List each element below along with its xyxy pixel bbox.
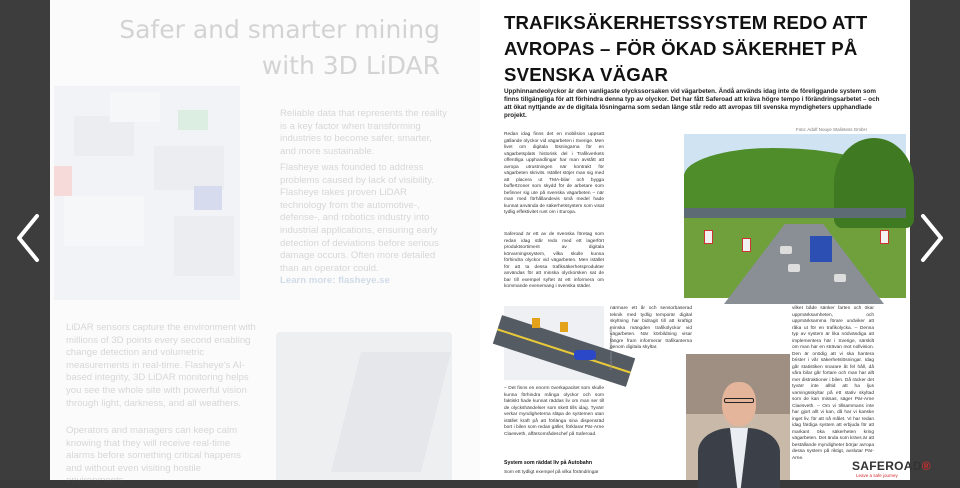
left-page-title: Safer and smarter mining with 3D LiDAR [119, 15, 440, 80]
photo-credit: Foto: Adolf Nouye Stalintess GmbH [796, 127, 867, 132]
article-lead: Upphinnandeolyckor är den vanligaste olyckssorsaken vid vägarbeten. Ändå används idag inte de föreliggande system som finns tillgängliga för att förhindra denna typ av olyckor. Det har fått Saferoad att kräva högre tempo i förändringsarbetet – och att ökat nyttjande av de digitala lösningarna som sedan länge står redo att avropas till svenska myndigheters upphandlade projekt. [504, 88, 880, 119]
saferoad-logo [852, 459, 931, 473]
right-page[interactable] [480, 0, 931, 480]
mining-illustration [54, 86, 240, 300]
portrait-photo [686, 354, 790, 480]
left-paragraph-4: Operators and managers can keep calm knowing that they will receive real-time alarms before something critical happens and without even visiting hostile environments. [66, 425, 241, 487]
learn-more-link[interactable]: Learn more: flasheye.se [280, 275, 390, 286]
logo-tagline: Leave a safe journey [856, 473, 898, 478]
next-page-button[interactable] [910, 200, 954, 276]
chevron-right-icon [917, 212, 947, 264]
lidar-photo [276, 332, 452, 480]
roadwork-illustration [504, 306, 604, 380]
left-paragraph-1: Reliable data that represents the reality is a key factor when transforming industries to become safer, smarter, and more sustainable. [280, 108, 447, 157]
highway-photo [684, 134, 906, 298]
magazine-spread [50, 0, 931, 487]
article-subheading: System som räddat liv på Autobahn [504, 460, 593, 466]
chevron-left-icon [13, 212, 43, 264]
article-column-2: närmare ett år och sensorbaserad teknik med tydlig temporär digital skyltning har bidragit till att kraftigt minska mängden trafikolyckor vid vägarbeten. När körbildning visar längre fram informerar trafikanterna genom digitala skyltar. [610, 306, 692, 350]
left-page[interactable] [50, 0, 480, 487]
illustration-credit: Illustration: Saferoad AB [608, 327, 613, 370]
logo-mark: ® [921, 459, 931, 473]
article-column-1b: Saferoad är ett av de svenska företag som redan idag står redo med ett lagerfört produktsortiment av digitala körvarningssystem, vilka skulle kunna förhindra olyckor vid vägarbeten. Men istället för att ta dessa trafiksäkerhetsprodukter användas för att minska olyckorsken sat de bar till exempel syftet ät ett informera om kommande evenemang i svenska städer. [504, 232, 604, 289]
previous-page-button[interactable] [6, 200, 50, 276]
article-column-3: vilket både sänker farten och ökar uppmärksamheten, och uppmärksamma förare undviker att råka ut för en trafikolycka. – Denna typ av system är lika nödvändiga att implementera här i Sverige, särskilt om man har en strävan mot nollvision. Den är onödig att vi ska hantera brister i vår säkerhetslösningar. Idag går statistiken snarare åt fel håll, då våra bilar går fortare och man har allt mer distraktioner i bilen. Då räcker det tyvärr inte alltid att ha ljus varningsskyltar på ett stativ skyltad som de kan missas, säger Pär-Arne Claesveth. – Om vi tillsammans inte har gjort allt vi kan, då har vi kanske inget liv, för att nå målet. Vi har redan idag färdiga system att erbjuda för att markant öka säkerheten kring vägarbeten. Det ända som krävs är att beställande myndigheter börjar avropa dessa system på riktigt, avslutar Pär-Arne. [792, 306, 874, 461]
left-paragraph-3: LiDAR sensors capture the environment with millions of 3D points every second enabling change detection and volumetric measurements in real-time. Flasheye's AI-based integrity, 3D LiDAR monitoring helps you see the whole site with powerful vision through light, darkness, and all weathers. [66, 322, 256, 409]
article-column-1c: – Det finns en enorm överkapacitet som skulle kunna förhindra många olyckor och som faktiskt hade kunnat räddas liv om man ser till de olyckshändelser som skett tills idag. Tyvärr verkar myndigheterna släpa de systemen utan istället kraft på att förlänga sina dispensräd bort i bilen som redan gäller, förklarar Pär-Arne Claesveth, affärsområdeschef på Saferoad. [504, 386, 604, 437]
left-paragraph-2: Flasheye was founded to address problems caused by lack of visibility. Flasheye takes proven LiDAR technology from the automotive-, defense-, and robotics industry into industrial applications, ensuring early detection of deviations before serious damage occurs. Often more detailed than an operator could. [280, 162, 439, 274]
article-column-1a: Redan idag finns det en mobilsion uppsatt gällande olyckor vid vägarbeten i Sverige. Men livet om digitala lösningarna för en vägarbetsplats historisk del i Trafikverkets offentliga upphandlingar har man avstått att avropa utrustningen när kontrakt för vägarbeten skrivits. Istället stöjer man sig med att placera ut TMA-bilar och bygga buffertzoner som skydd för de arbetare som befinner sig ute på svenska vägarbeten – när man med förhållandevis små medel hade kunnat använda de säkerhetssystem som visat tydlig effektivitet runt om i Europa. [504, 132, 604, 215]
article-headline: TRAFIKSÄKERHETSSYSTEM REDO ATT AVROPAS – FÖR ÖKAD SÄKERHET PÅ SVENSKA VÄGAR [504, 12, 868, 85]
logo-text: SAFEROAD [852, 459, 922, 473]
article-column-1d: Som ett tydligt exempel på vilka förändringar [504, 470, 599, 475]
